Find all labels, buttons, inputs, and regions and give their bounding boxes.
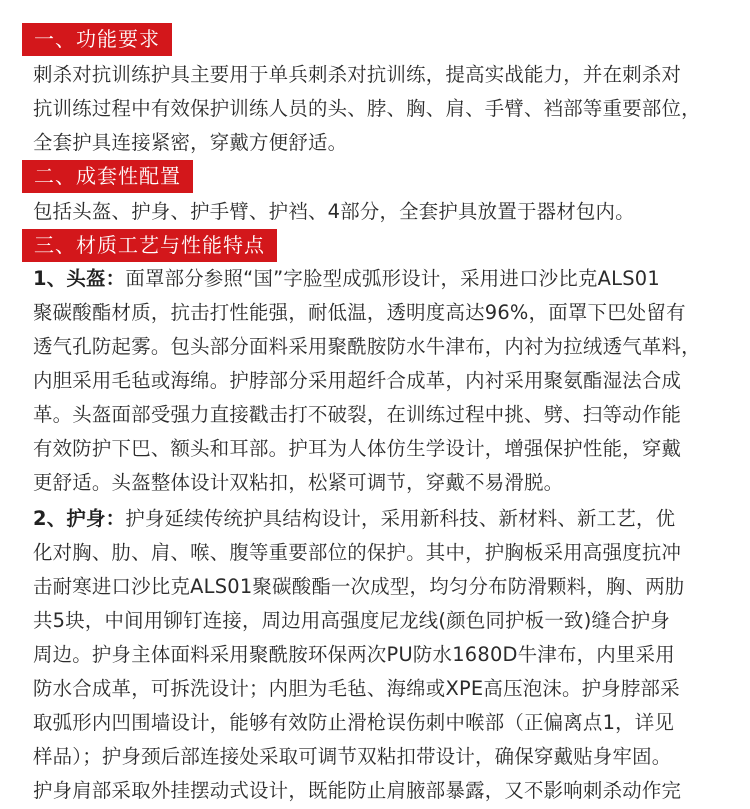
paragraph-line: 化对胸、肋、肩、喉、腹等重要部位的保护。其中，护胸板采用高强度抗冲 — [33, 541, 682, 564]
section-heading-functional-requirements: 一、功能要求 — [22, 23, 172, 56]
helmet-label: 1、头盔： — [33, 267, 126, 290]
section-heading-materials-performance: 三、材质工艺与性能特点 — [22, 229, 277, 262]
paragraph-line: 内胆采用毛毡或海绵。护脖部分采用超纤合成革，内衬采用聚氨酯湿法合成 — [33, 369, 682, 392]
paragraph-line: 击耐寒进口沙比克ALS01聚碳酸酯一次成型，均匀分布防滑颗料，胸、两肋 — [33, 575, 685, 598]
paragraph-line: 护身肩部采取外挂摆动式设计，既能防止肩腋部暴露，又不影响刺杀动作完 — [33, 779, 682, 802]
helmet-first-line — [33, 265, 660, 293]
paragraph-line: 更舒适。头盔整体设计双粘扣，松紧可调节，穿戴不易滑脱。 — [33, 471, 564, 494]
paragraph-line: 防水合成革，可拆洗设计；内胆为毛毡、海绵或XPE高压泡沫。护身脖部采 — [33, 677, 680, 700]
paragraph-line: 全套护具连接紧密，穿戴方便舒适。 — [33, 131, 348, 154]
paragraph-line: 聚碳酸酯材质，抗击打性能强，耐低温，透明度高达96%，面罩下巴处留有 — [33, 301, 686, 324]
body-protector-first-text: 护身延续传统护具结构设计，采用新科技、新材料、新工艺，优 — [125, 507, 676, 530]
paragraph-line: 包括头盔、护身、护手臂、护裆、4部分，全套护具放置于器材包内。 — [33, 200, 635, 223]
body-protector-first-line — [33, 505, 675, 533]
paragraph-line: 取弧形内凹围墙设计，能够有效防止滑枪误伤刺中喉部（正偏离点1，详见 — [33, 711, 675, 734]
paragraph-line: 共5块，中间用铆钉连接，周边用高强度尼龙线(颜色同护板一致)缝合护身 — [33, 609, 671, 632]
paragraph-line: 透气孔防起雾。包头部分面料采用聚酰胺防水牛津布，内衬为拉绒透气革料， — [33, 335, 701, 358]
paragraph-line: 有效防护下巴、额头和耳部。护耳为人体仿生学设计，增强保护性能，穿戴 — [33, 437, 682, 460]
helmet-first-text: 面罩部分参照“国”字脸型成弧形设计，采用进口沙比克ALS01 — [125, 267, 660, 290]
paragraph-line: 刺杀对抗训练护具主要用于单兵刺杀对抗训练，提高实战能力，并在刺杀对 — [33, 63, 682, 86]
body-protector-label: 2、护身： — [33, 507, 126, 530]
paragraph-line: 革。头盔面部受强力直接戳击打不破裂，在训练过程中挑、劈、扫等动作能 — [33, 403, 682, 426]
paragraph-line: 周边。护身主体面料采用聚酰胺环保两次PU防水1680D牛津布，内里采用 — [33, 643, 675, 666]
paragraph-line: 样品）；护身颈后部连接处采取可调节双粘扣带设计，确保穿戴贴身牢固。 — [33, 745, 672, 768]
paragraph-line: 抗训练过程中有效保护训练人员的头、脖、胸、肩、手臂、裆部等重要部位， — [33, 97, 701, 120]
section-heading-configuration: 二、成套性配置 — [22, 160, 193, 193]
